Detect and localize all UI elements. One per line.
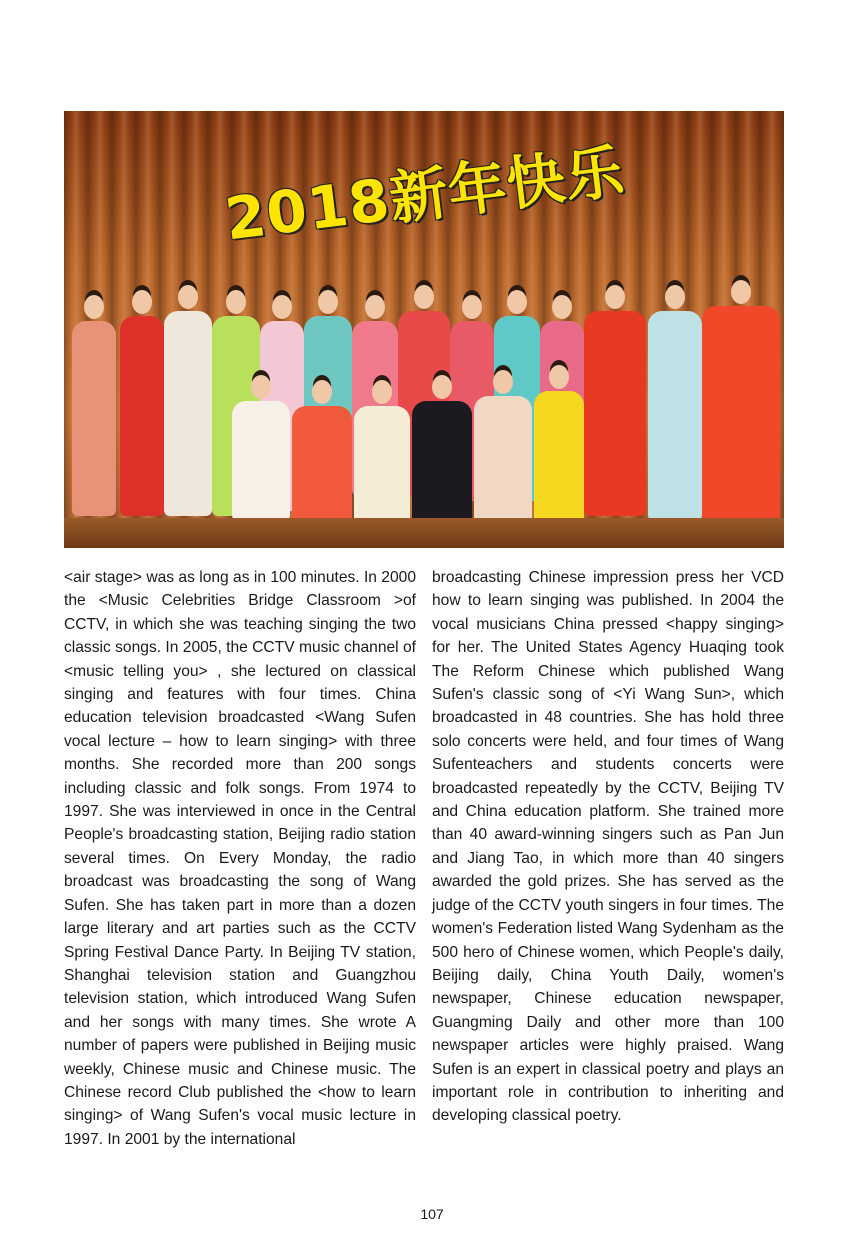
page-number: 107 (420, 1206, 444, 1222)
stage-floor (64, 518, 784, 548)
paragraph: <air stage> was as long as in 100 minutes. In 2000 the <Music Celebrities Bridge Classroom >of CCTV, in which she was teaching singing the two classic songs. In 2005, the CCTV music channel of <music telling you> , she lectured on classical singing and features with four times. China education television broadcasted <Wang Sufen vocal lecture – how to learn singing> with three months. She recorded more than 200 songs including classic and folk songs. From 1974 to 1997. She was interviewed in once in the Central People's broadcasting station, Beijing radio station several times. On Every Monday, the radio broadcast was broadcasting the song of Wang Sufen. She has taken part in more than a dozen large literary and art parties such as the CCTV Spring Festival Dance Party. In Beijing TV station, Shanghai television station and Guangzhou television station, which introduced Wang Sufen and her songs with many times. She wrote A number of papers were published in Beijing music weekly, Chinese music and Chinese music. The Chinese record Club published the <how to learn singing> of Wang Sufen's vocal music lecture in 1997. In 2001 by the international (64, 569, 416, 1148)
paragraph: broadcasting Chinese impression press her VCD how to learn singing was published. In 2004 the vocal musicians China pressed <happy singing> for her. The United States Agency Huaqing took The Reform Chinese which published Wang Sufen's classic song of <Yi Wang Sun>, which broadcasted in 48 countries. She has hold three solo concerts were held, and four times of Wang Sufenteachers and students concerts were broadcasted repeatedly by the CCTV, Beijing TV and China education platform. She trained more than 40 award-winning singers such as Pan Jun and Jiang Tao, in which more than 40 singers awarded the gold prizes. She has served as the judge of the CCTV youth singers in four times. The women's Federation listed Wang Sydenham as the 500 hero of Chinese women, which People's daily, Beijing daily, China Youth Daily, women's newspaper, Chinese education newspaper, Guangming Daily and other more than 100 newspaper articles were highly praised. Wang Sufen is an expert in classical poetry and plays an important role in contribution to inheriting and developing classical poetry. (432, 569, 784, 1125)
performer-figure (232, 401, 290, 521)
performer-figure (474, 396, 532, 524)
performer-figure (648, 311, 702, 521)
performer-figure (292, 406, 352, 528)
performer-figure (354, 406, 410, 526)
performer-figure (702, 306, 780, 526)
text-column-left (64, 566, 416, 1151)
text-column-right (432, 566, 784, 1128)
performer-figure (72, 321, 116, 516)
new-year-banner: 2018新年快乐 (221, 136, 629, 254)
performer-figure (412, 401, 472, 526)
stage-group-photo (64, 111, 784, 548)
performer-figure (584, 311, 646, 516)
performer-figure (164, 311, 212, 516)
performer-figure (120, 316, 164, 516)
performer-figure (534, 391, 584, 526)
